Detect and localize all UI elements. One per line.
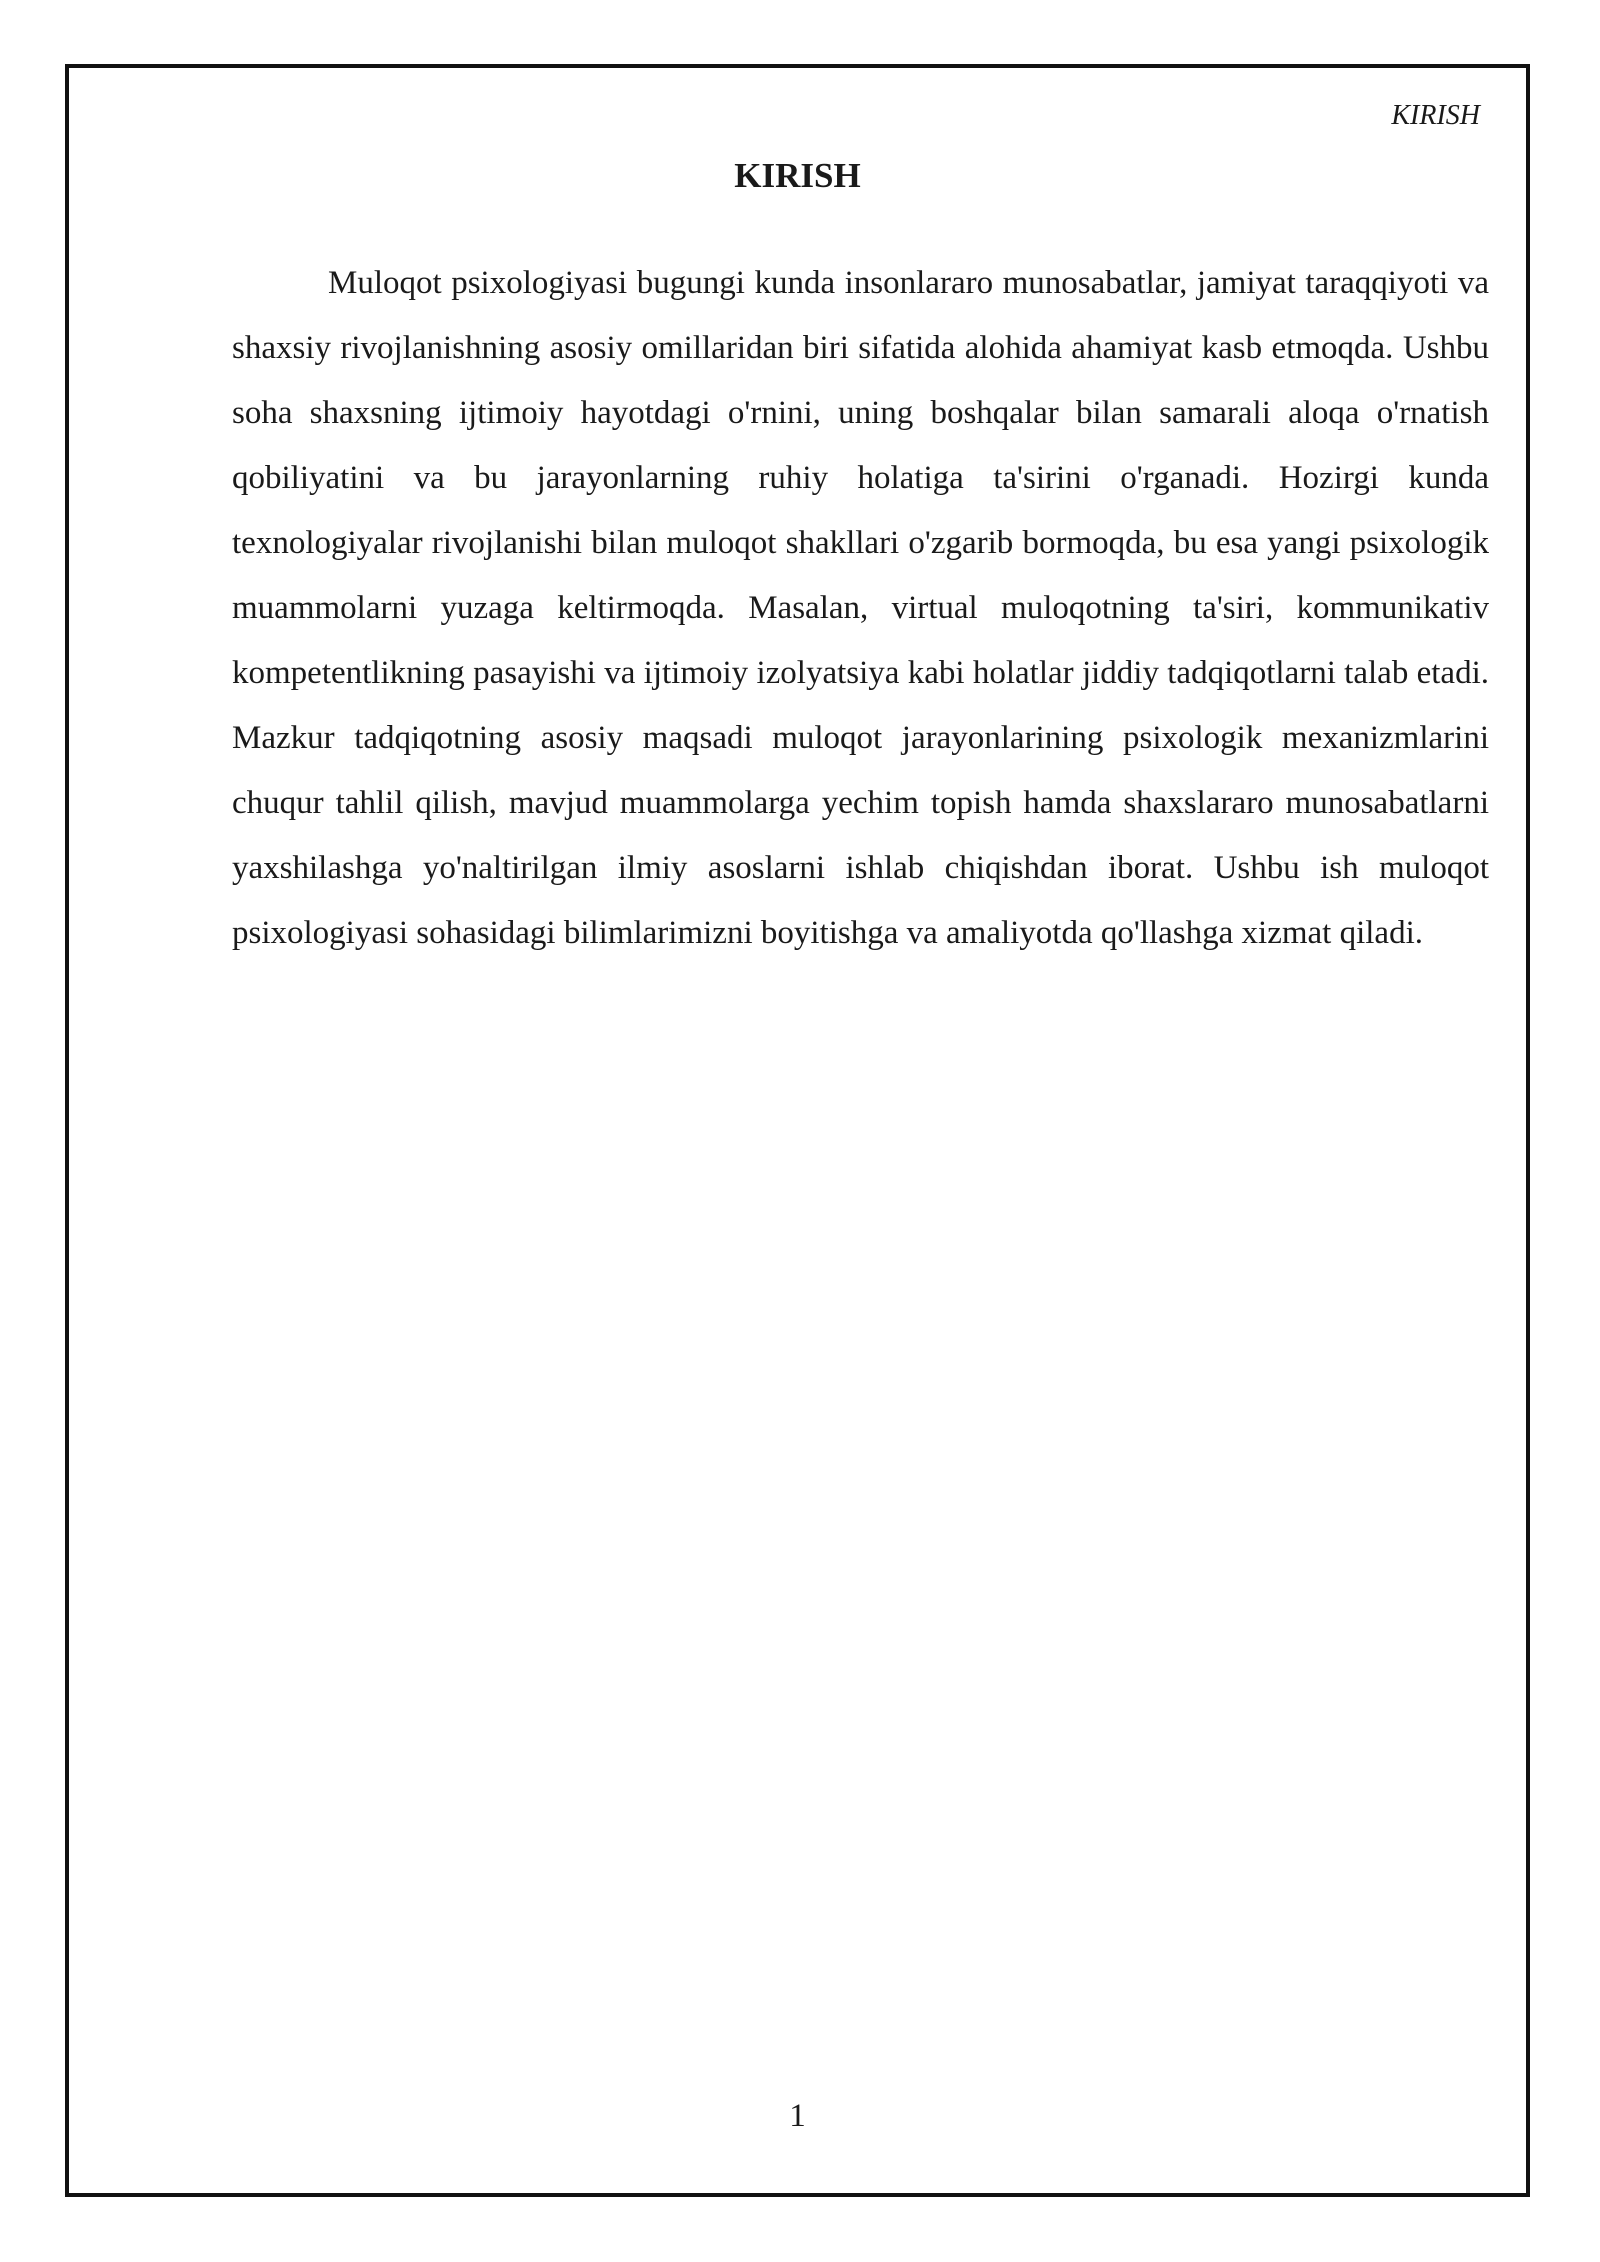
page-title: KIRISH xyxy=(734,156,861,195)
page-number: 1 xyxy=(789,2098,806,2134)
page-frame xyxy=(65,64,1530,2197)
body-paragraph: Muloqot psixologiyasi bugungi kunda insonlararo munosabatlar, jamiyat taraqqiyoti va shaxsiy rivojlanishning asosiy omillaridan biri sifatida alohida ahamiyat kasb etmoqda. Ushbu soha shaxsning ijtimoiy hayotdagi o'rnini, uning boshqalar bilan samarali aloqa o'rnatish qobiliyatini va bu jarayonlarning ruhiy holatiga ta'sirini o'rganadi. Hozirgi kunda texnologiyalar rivojlanishi bilan muloqot shakllari o'zgarib bormoqda, bu esa yangi psixologik muammolarni yuzaga keltirmoqda. Masalan, virtual muloqotning ta'siri, kommunikativ kompetentlikning pasayishi va ijtimoiy izolyatsiya kabi holatlar jiddiy tadqiqotlarni talab etadi. Mazkur tadqiqotning asosiy maqsadi muloqot jarayonlarining psixologik mexanizmlarini chuqur tahlil qilish, mavjud muammolarga yechim topish hamda shaxslararo munosabatlarni yaxshilashga yo'naltirilgan ilmiy asoslarni ishlab chiqishdan iborat. Ushbu ish muloqot psixologiyasi sohasidagi bilimlarimizni boyitishga va amaliyotda qo'llashga xizmat qiladi. xyxy=(232,265,1489,951)
running-header: KIRISH xyxy=(1391,100,1480,131)
